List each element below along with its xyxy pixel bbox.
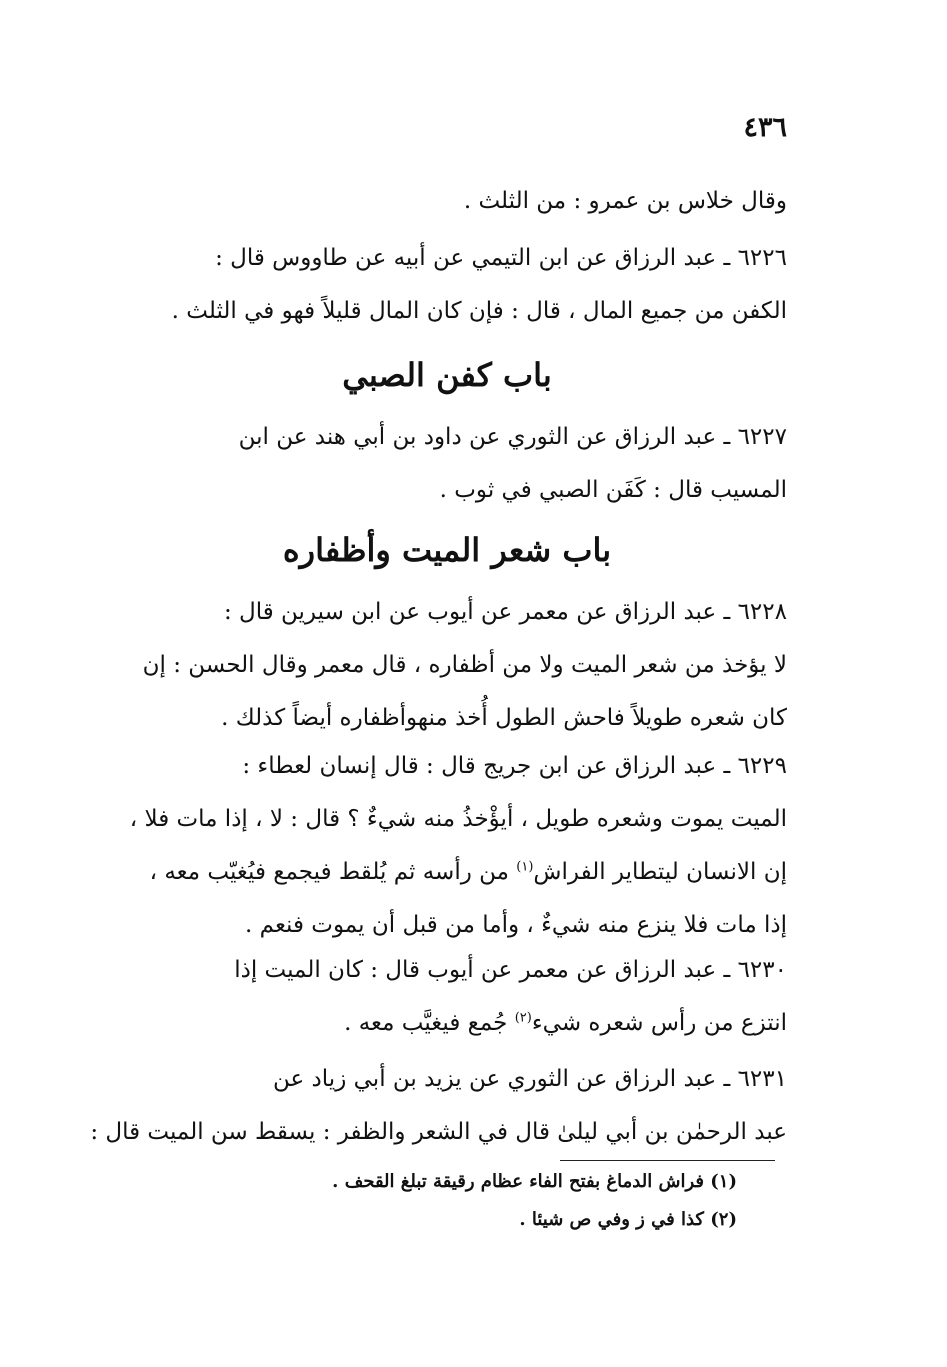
paragraph [107,740,787,952]
paragraph-6228 [107,586,787,745]
text-segment: من رأسه ثم يُلقط فيجمع فيُغيّب معه ، [149,859,509,885]
paragraph-6230 [107,944,787,1050]
section-heading-infant-shroud: باب كفن الصبي [342,356,552,394]
paragraph [107,411,787,517]
section-heading-hair-and-nails: باب شعر الميت وأظفاره [282,531,612,569]
intro-block [107,175,787,228]
text-line: وقال خلاس بن عمرو : من الثلث . [463,188,787,214]
text-line [107,997,787,1050]
footnotes [177,1163,737,1239]
text-line: الكفن من جميع المال ، قال : فإن كان المال قليلاً فهو في الثلث . [171,298,787,324]
footnote-marker: (١) [516,859,534,875]
text-segment: إن الانسان ليتطاير الفراش [533,859,787,885]
text-segment: جُمع فيغيَّب معه . [344,1010,508,1036]
text-line: ٦٢٢٧ ـ عبد الرزاق عن الثوري عن داود بن أبي هند عن ابن [238,424,787,450]
paragraph-6226 [107,232,787,338]
footnote-marker: (٢) [514,1010,532,1026]
text-line [107,846,787,899]
text-line: ٦٢٣١ ـ عبد الرزاق عن الثوري عن يزيد بن أبي زياد عن [273,1066,787,1092]
paragraph [107,232,787,338]
page-number: ٤٣٦ [743,112,787,143]
paragraph [107,586,787,745]
footnote-divider [560,1160,775,1161]
text-line: الميت يموت وشعره طويل ، أيؤْخذُ منه شيءٌ ؟ قال : لا ، إذا مات فلا ، [129,806,787,832]
text-line: ٦٢٣٠ ـ عبد الرزاق عن معمر عن أيوب قال : كان الميت إذا [234,957,787,983]
text-line: عبد الرحمٰن بن أبي ليلىٰ قال في الشعر والظفر : يسقط سن الميت قال : [90,1119,787,1145]
paragraph [107,944,787,1050]
text-line: ٦٢٢٨ ـ عبد الرزاق عن معمر عن أيوب عن ابن سيرين قال : [223,599,787,625]
paragraph-6229 [107,740,787,952]
text-segment: انتزع من رأس شعره شيء [531,1010,787,1036]
text-line: المسيب قال : كَفَن الصبي في ثوب . [439,477,787,503]
footnote: (١) فراش الدماغ بفتح الفاء عظام رقيقة تبلغ القحف . [332,1171,737,1192]
text-line: ٦٢٢٦ ـ عبد الرزاق عن ابن التيمي عن أبيه عن طاووس قال : [215,245,787,271]
text-line: إذا مات فلا ينزع منه شيءٌ ، وأما من قبل أن يموت فنعم . [245,912,787,938]
paragraph-6231 [90,1053,787,1159]
text-line: لا يؤخذ من شعر الميت ولا من أظفاره ، قال معمر وقال الحسن : إن [142,652,787,678]
paragraph [90,1053,787,1159]
footnote: (٢) كذا في ز وفي ص شيئا . [519,1209,737,1230]
paragraph-6227 [107,411,787,517]
text-line: ٦٢٢٩ ـ عبد الرزاق عن ابن جريج قال : قال إنسان لعطاء : [242,753,787,779]
paragraph [107,175,787,228]
text-line: كان شعره طويلاً فاحش الطول أُخذ منهوأظفاره أيضاً كذلك . [221,705,787,731]
